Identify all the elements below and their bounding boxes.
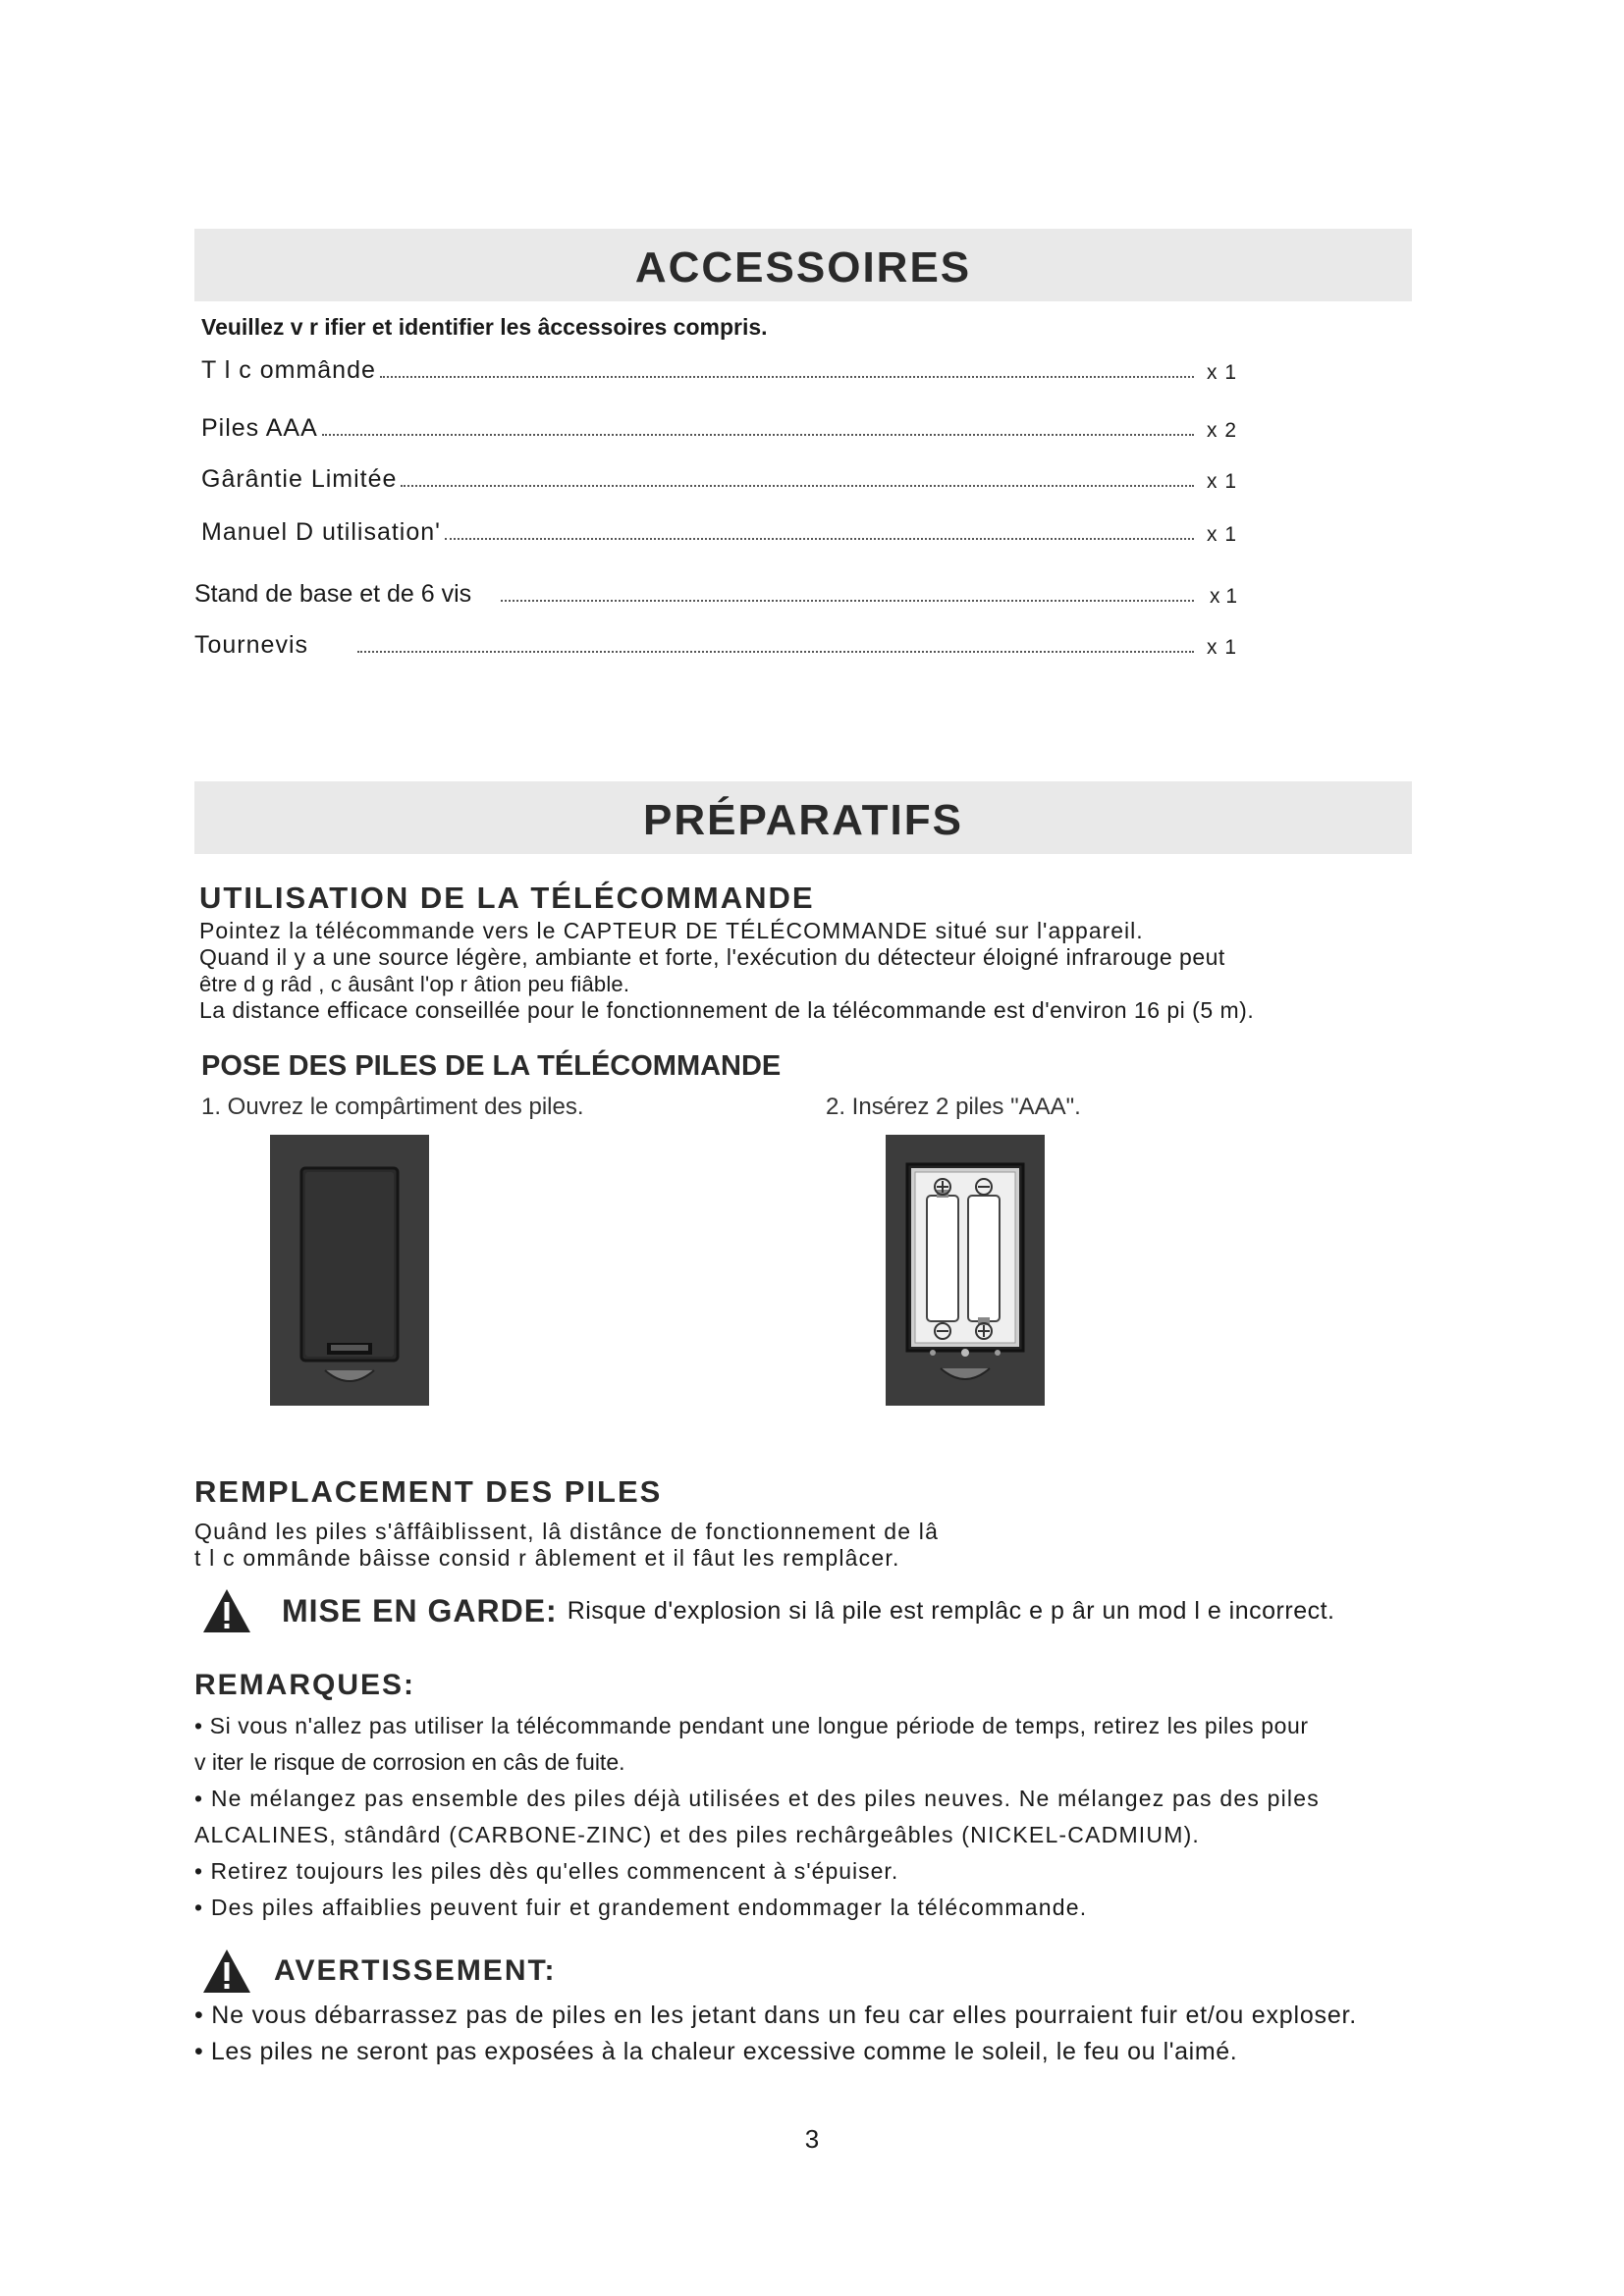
accessory-item <box>194 630 1237 660</box>
leader-dots <box>445 537 1194 540</box>
mise-en-garde-text: Risque d'explosion si lâ pile est remplâc e p âr un mod l e incorrect. <box>567 1596 1335 1625</box>
remarque-line: • Ne mélangez pas ensemble des piles déjà utilisées et des piles neuves. Ne mélangez pas des piles <box>194 1786 1320 1811</box>
utilisation-line: être d g râd , c âusânt l'op r âtion peu fiâble. <box>199 972 630 996</box>
remarque-line: v iter le risque de corrosion en câs de fuite. <box>194 1749 625 1775</box>
leader-dots <box>501 599 1194 602</box>
leader-dots <box>401 484 1194 487</box>
remarque-line: • Si vous n'allez pas utiliser la télécommande pendant une longue période de temps, retirez les piles pour <box>194 1713 1309 1738</box>
accessoires-title: ACCESSOIRES <box>194 229 1412 301</box>
leader-dots <box>322 433 1194 436</box>
avertissement-line: • Les piles ne seront pas exposées à la chaleur excessive comme le soleil, le feu ou l'aimé. <box>194 2038 1238 2065</box>
utilisation-heading: UTILISATION DE LA TÉLÉCOMMANDE <box>199 881 815 915</box>
avertissement <box>201 1948 556 1995</box>
remarques-heading: REMARQUES: <box>194 1669 416 1701</box>
accessory-label: T l c ommânde <box>201 356 376 384</box>
warning-triangle-icon <box>201 1587 252 1634</box>
utilisation-line: Pointez la télécommande vers le CAPTEUR DE TÉLÉCOMMANDE situé sur l'appareil. <box>199 918 1144 943</box>
accessory-qty: x 1 <box>1206 523 1237 546</box>
accessory-label: Manuel D utilisation' <box>201 518 441 546</box>
mise-en-garde-title: MISE EN GARDE: <box>282 1592 558 1629</box>
accessory-label: Tournevis <box>194 631 308 659</box>
accessory-qty: x 1 <box>1206 361 1237 384</box>
avertissement-line: • Ne vous débarrassez pas de piles en les jetant dans un feu car elles pourraient fuir et/ou exploser. <box>194 2002 1358 2029</box>
utilisation-line: Quand il y a une source légère, ambiante et forte, l'exécution du détecteur éloigné infrarouge peut <box>199 944 1225 970</box>
accessory-label: Stand de base et de 6 vis <box>194 580 472 608</box>
avertissement-title: AVERTISSEMENT: <box>274 1954 557 1987</box>
pose-heading: POSE DES PILES DE LA TÉLÉCOMMANDE <box>201 1050 782 1082</box>
leader-dots <box>357 650 1194 653</box>
mise-en-garde <box>201 1587 1335 1634</box>
accessory-qty: x 2 <box>1206 419 1237 442</box>
remote-closed-illustration <box>270 1135 429 1406</box>
remote-closed-drawing <box>270 1135 429 1406</box>
remarque-line: • Des piles affaiblies peuvent fuir et grandement endommager la télécommande. <box>194 1895 1088 1920</box>
pose-step-2: 2. Insérez 2 piles "AAA". <box>826 1094 1081 1120</box>
remote-open-drawing <box>886 1135 1045 1406</box>
warning-triangle-icon <box>201 1948 252 1995</box>
remplacement-line: Quând les piles s'âffâiblissent, lâ distânce de fonctionnement de lâ <box>194 1519 940 1544</box>
leader-dots <box>380 375 1194 378</box>
accessory-qty: x 1 <box>1206 636 1237 659</box>
accessory-qty: x 1 <box>1209 585 1237 608</box>
accessory-item <box>201 413 1237 443</box>
remplacement-line: t l c ommânde bâisse consid r âblement et il fâut les remplâcer. <box>194 1545 900 1571</box>
accessory-label: Gârântie Limitée <box>201 465 398 493</box>
accessory-label: Piles AAA <box>201 414 318 442</box>
utilisation-line: La distance efficace conseillée pour le fonctionnement de la télécommande est d'environ 16 pi (5 m). <box>199 997 1255 1023</box>
remarque-line: ALCALINES, stândârd (CARBONE-ZINC) et des piles rechârgeâbles (NICKEL-CADMIUM). <box>194 1822 1201 1847</box>
pose-step-1: 1. Ouvrez le compârtiment des piles. <box>201 1094 584 1120</box>
accessory-item <box>201 464 1237 494</box>
accessory-item <box>194 579 1237 609</box>
remplacement-heading: REMPLACEMENT DES PILES <box>194 1474 663 1509</box>
accessory-qty: x 1 <box>1206 470 1237 493</box>
accessory-item <box>201 355 1237 385</box>
preparatifs-title: PRÉPARATIFS <box>194 781 1412 854</box>
page-number: 3 <box>804 2124 820 2154</box>
accessory-item <box>201 517 1237 547</box>
remarque-line: • Retirez toujours les piles dès qu'elles commencent à s'épuiser. <box>194 1858 899 1884</box>
remote-open-illustration <box>886 1135 1045 1406</box>
accessoires-intro: Veuillez v r ifier et identifier les âccessoires compris. <box>201 314 768 340</box>
